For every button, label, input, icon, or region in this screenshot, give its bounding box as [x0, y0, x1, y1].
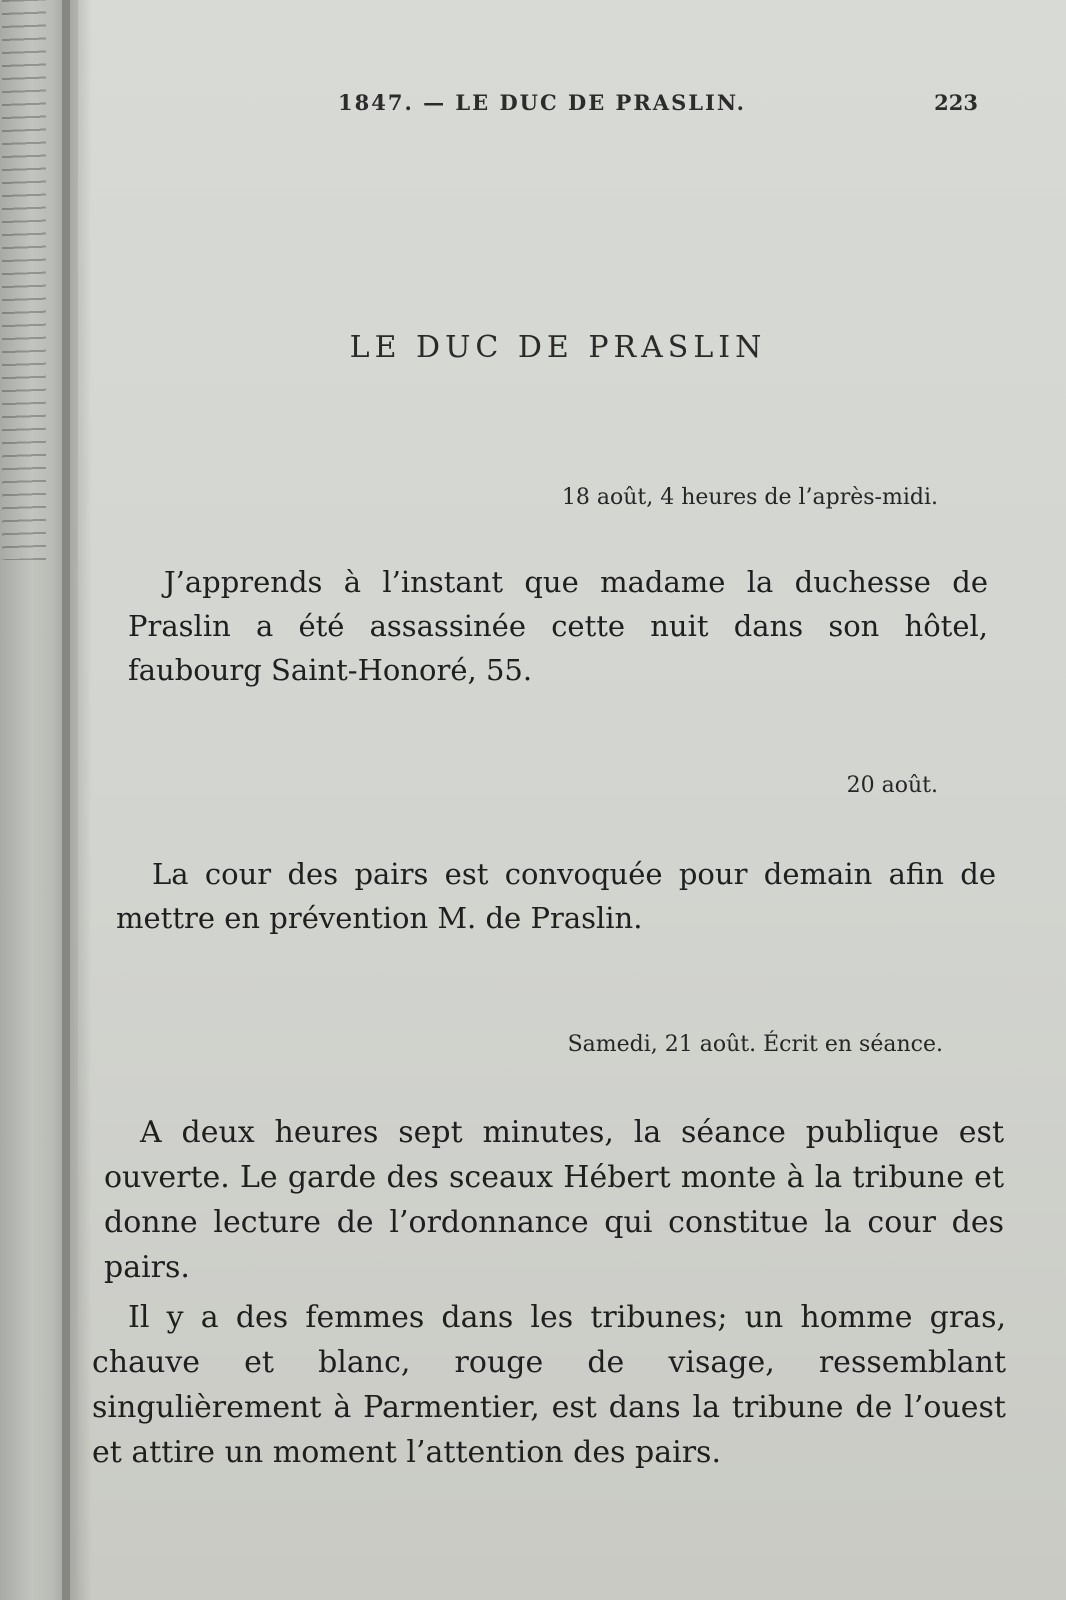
- running-head: [338, 90, 978, 120]
- dateline-20-aout: 20 août.: [846, 773, 938, 798]
- dateline-18-aout: 18 août, 4 heures de l’après-midi.: [561, 485, 938, 510]
- facing-page-text-fragment: [2, 0, 46, 560]
- paragraph-assassination: J’apprends à l’instant que madame la duchesse de Praslin a été assassinée cette nuit dans son hôtel, faubourg Saint-Honoré, 55.: [128, 565, 988, 687]
- dateline-21-aout: Samedi, 21 août. Écrit en séance.: [567, 1032, 943, 1057]
- gutter-shadow: [62, 0, 92, 1600]
- page-number: 223: [934, 90, 978, 115]
- paragraph-tribunes: Il y a des femmes dans les tribunes; un homme gras, chauve et blanc, rouge de visage, ressemblant singulièrement à Parmentier, est dans la tribune de l’ouest et attire un moment l’attention des pairs.: [92, 1300, 1006, 1470]
- running-head-title: 1847. — LE DUC DE PRASLIN.: [338, 90, 746, 115]
- book-page: [78, 0, 1066, 1600]
- paragraph-seance-ouverte: A deux heures sept minutes, la séance publique est ouverte. Le garde des sceaux Hébert monte à la tribune et donne lecture de l’ordonnance qui constitue la cour des pairs.: [104, 1115, 1004, 1285]
- paragraph-convocation: La cour des pairs est convoquée pour demain afin de mettre en prévention M. de Praslin.: [116, 857, 996, 935]
- chapter-title: LE DUC DE PRASLIN: [349, 330, 767, 365]
